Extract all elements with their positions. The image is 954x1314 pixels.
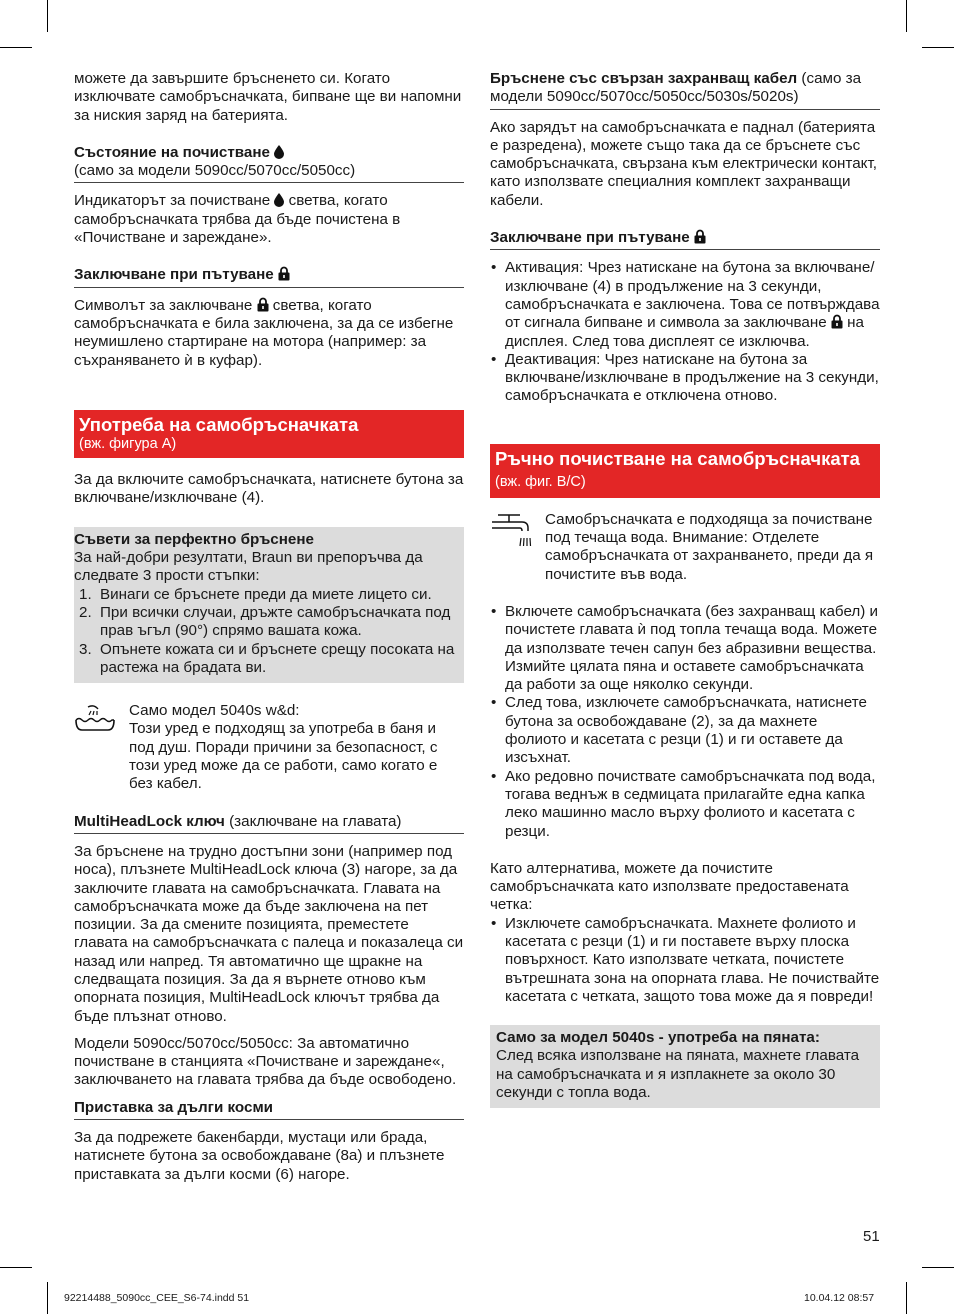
list-item	[74, 586, 460, 604]
list-item	[490, 259, 880, 350]
usage-section-header	[74, 410, 464, 458]
drop-icon	[274, 193, 284, 207]
step-text: Опънете кожата си и бръснете срещу посоката на растежа на брадата ви.	[100, 640, 455, 676]
usage-title: Употреба на самобръсначката	[79, 413, 359, 435]
travel-lock-text-a: Символът за заключване	[74, 296, 253, 314]
clean-status-text-b: светва, когато самобръсначката трябва да бъде почистена в «Почистване и зареждане».	[74, 192, 401, 247]
manual-clean-subtitle: (вж. фиг. B/C)	[495, 473, 586, 490]
right-column	[490, 70, 880, 1108]
crop-mark	[906, 1282, 907, 1314]
clean-status-models: (само за модели 5090cc/5070cc/5050cc)	[74, 162, 356, 180]
brush-steps-list	[490, 915, 880, 1006]
manual-clean-title: Ръчно почистване на самобръсначката	[495, 447, 860, 469]
step-text: При всички случаи, дръжте самобръсначката под прав ъгъл (90°) спрямо вашата кожа.	[100, 603, 451, 640]
list-item	[74, 641, 460, 678]
lock-icon	[278, 266, 290, 281]
list-item: • Изключете самобръсначката. Махнете фолиото и касетата с резци (1) и ги поставете върху плоска повърхност. Като използвате четката, почистете вътрешната зона на опорната глава. Не почиствайте касетата с четката, защото това може да я повреди!	[490, 915, 880, 1006]
foam-text: След всяка използване на пяната, махнете главата на самобръсначката и я изплакнете за около 30 секунди с топла вода.	[496, 1047, 860, 1102]
foam-title: Само за модел 5040s - употреба на пяната:	[496, 1029, 820, 1047]
page-number: 51	[863, 1228, 880, 1245]
tips-steps	[74, 586, 460, 677]
drop-icon	[274, 145, 284, 159]
left-column	[74, 70, 464, 1184]
list-item: • Включете самобръсначката (без захранващ кабел) и почистете главата ѝ под топла течаща вода. Можете да използвате течен сапун без абразивни вещества. Измийте цялата пяна и оставете самобръсначката да работи за още няколко секунди.	[490, 603, 880, 694]
travel-lock-heading-2	[490, 229, 880, 250]
lock-icon	[257, 297, 269, 312]
cord-title: Бръснене със свързан захранващ кабел	[490, 70, 798, 87]
multihead-heading	[74, 813, 464, 834]
travel-lock-title: Заключване при пътуване	[74, 266, 274, 284]
trimmer-title: Приставка за дълги косми	[74, 1098, 274, 1116]
step-number: 3.	[79, 640, 92, 658]
wet-dry-text: Този уред е подходящ за употреба в баня и под душ. Поради причини за безопасност, с този уред може да се работи, само когато е без кабел.	[129, 720, 438, 793]
cord-subtitle: (само за модели 5090cc/5070cc/5050cc/5030s/5020s)	[490, 70, 862, 106]
travel-lock-title-2: Заключване при пътуване	[490, 229, 690, 247]
list-item	[74, 604, 460, 641]
footer-date: 10.04.12 08:57	[804, 1292, 875, 1304]
activation-text-a: Активация: Чрез натискане на бутона за включване/изключване (4) в продължение на 3 секунди, самобръсначката е заключена. Това се потвърждава от сигнала бипване и символа за заключване	[505, 259, 880, 332]
tips-title: Съвети за перфектно бръснене	[74, 530, 314, 548]
water-note-text: Самобръсначката е подходяща за почистване под течаща вода. Внимание: Отделете самобръсначката от захранването, преди да я почистите във вода.	[545, 510, 874, 583]
clean-status-title: Състояние на почистване	[74, 143, 270, 161]
crop-mark	[922, 1267, 954, 1268]
list-item	[490, 351, 880, 406]
travel-lock-text	[74, 297, 464, 370]
step-text: Винаги се бръснете преди да миете лицето си.	[100, 585, 432, 603]
lock-icon	[694, 229, 706, 244]
usage-text: За да включите самобръсначката, натиснете бутона за включване/изключване (4).	[74, 471, 464, 507]
travel-lock-list	[490, 259, 880, 405]
foam-box	[490, 1025, 880, 1108]
crop-mark	[47, 1282, 48, 1314]
trimmer-heading	[74, 1099, 464, 1120]
clean-status-text	[74, 192, 464, 247]
clean-steps-list	[490, 603, 880, 841]
wet-dry-title: Само модел 5040s w&d:	[129, 702, 300, 720]
step-number: 1.	[79, 585, 92, 603]
water-note	[490, 511, 880, 584]
travel-lock-text-b: светва, когато самобръсначката е била заключена, за да се избегне неумишлено стартиране на мотора (например: за съхраняването ѝ в куфар).	[74, 296, 454, 369]
trimmer-text: За да подрежете бакенбарди, мустаци или брада, натиснете бутона за освобождаване (8a) и плъзнете приставката за дълги косми (6) нагоре.	[74, 1129, 445, 1183]
crop-mark	[0, 47, 32, 48]
multihead-models-text: Модели 5090cc/5070cc/5050cc: За автоматично почистване в станцията «Почистване и зареждане«, заключването на главата трябва да бъде освободено.	[74, 1034, 457, 1089]
tips-intro: За най-добри резултати, Braun ви препоръчва да следвате 3 прости стъпки:	[74, 549, 423, 585]
intro-paragraph: можете да завършите бръсненето си. Когато изключвате самобръсначката, бипване ще ви напомни за ниския заряд на батерията.	[74, 70, 462, 124]
cord-heading	[490, 70, 880, 110]
tap-water-icon	[490, 513, 534, 553]
multihead-title: MultiHeadLock ключ	[74, 812, 225, 830]
crop-mark	[0, 1267, 32, 1268]
activation-text-b: на дисплея. След това дисплеят се изключва.	[505, 314, 865, 350]
travel-lock-heading	[74, 266, 464, 287]
brush-intro: Като алтернатива, можете да почистите самобръсначката като използвате предоставената четка:	[490, 859, 849, 914]
crop-mark	[922, 47, 954, 48]
cord-text: Ако зарядът на самобръсначката е паднал (батерията е разредена), можете също така да се бръснете със самобръсначката, свързана към електрически контакт, като използвате специалния комплект захранващи кабели.	[490, 118, 877, 209]
list-item: • След това, изключете самобръсначката, натиснете бутона за освобождаване (2), за да махнете фолиото и касетата с резци (1) и ги оставете да изсъхнат.	[490, 694, 880, 767]
bath-shower-icon	[74, 704, 116, 732]
tips-box	[74, 527, 464, 683]
clean-status-heading	[74, 144, 464, 184]
deactivation-text: Деактивация: Чрез натискане на бутона за включване/изключване в продължение на 3 секунди, самобръсначката е отключена отново.	[505, 350, 879, 405]
manual-clean-heading	[495, 448, 874, 493]
lock-icon	[831, 314, 843, 329]
usage-subtitle: (вж. фигура A)	[79, 435, 177, 452]
footer-file: 92214488_5090cc_CEE_S6-74.indd 51	[64, 1292, 250, 1304]
multihead-text: За бръснене на трудно достъпни зони (например под носа), плъзнете MultiHeadLock ключа (3) нагоре, за да заключите главата на самобръсначката. Главата на самобръсначката може да бъде заключена на пет позиции. За да смените позицията, преместете главата на самобръсначката с палеца и показалеца си назад или напред. Тя автоматично ще щракне на следващата позиция. За да я върнете отново към опорната позиция, MultiHeadLock ключът трябва да бъде плъзнат отново.	[74, 842, 464, 1025]
list-item: • Ако редовно почиствате самобръсначката под вода, тогава веднъж в седмицата прилагайте една капка леко машинно масло върху фолиото и касетата с резци.	[490, 768, 880, 841]
crop-mark	[906, 0, 907, 32]
multihead-subtitle: (заключване на главата)	[229, 812, 402, 830]
manual-clean-section-header	[490, 444, 880, 498]
step-number: 2.	[79, 603, 92, 621]
crop-mark	[47, 0, 48, 32]
clean-status-text-a: Индикаторът за почистване	[74, 192, 271, 210]
wet-dry-note	[74, 702, 464, 793]
